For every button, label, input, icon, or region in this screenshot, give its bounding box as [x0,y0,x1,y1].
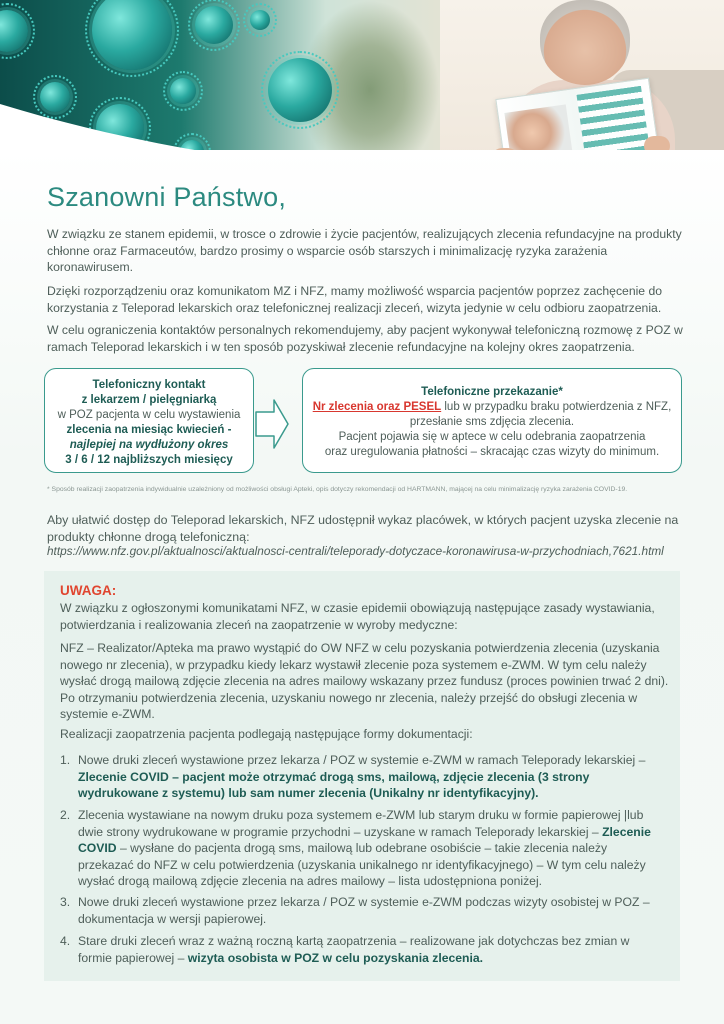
box-text: zlecenia na miesiąc kwiecień - [66,424,232,436]
arrow-right-icon [254,396,290,452]
intro-paragraph: W celu ograniczenia kontaktów personalnych rekomendujemy, aby pacjent wykonywał telefoniczną rozmowę z POZ w ramach Teleporad lekarskich i w ten sposób pozyskiwał zlecenie refundacyjne na kolejny okres zaopatrzenia. [47,323,683,354]
notice-paragraph: W związku z ogłoszonymi komunikatami NFZ, w czasie epidemii obowiązują następujące zasady wystawiania, potwierdzania i realizowania zleceń na zaopatrzenie w wyroby medyczne: [60,601,655,632]
box-text: przesłanie sms zdjęcia zlecenia. [409,416,575,428]
list-item: 3. Nowe druki zleceń wystawione przez lekarza / POZ w systemie e-ZWM podczas wizyty osobistej w POZ – dokumentacja w wersji papierowej. [60,895,650,926]
box-title: Telefoniczny kontakt [92,379,206,391]
notice-paragraph: NFZ – Realizator/Apteka ma prawo wystąpić do OW NFZ w celu pozyskania potwierdzenia zlecenia (uzyskania nowego nr zlecenia), w przypadku kiedy lekarz wystawił zlecenie poza systemem e-ZWM. W tym celu należy wysłać drogą mailową zdjęcie zlecenia na adres mailowy wskazany przez fundusz (proces powinien trwać 2 dni). Po otrzymaniu potwierdzenia zlecenia, uzyskaniu nowego nr zlecenia, należy przejść do obsługi zlecenia w systemie e-ZWM. [60,641,669,721]
phone-contact-box [44,368,254,473]
list-item: 4. Stare druki zleceń wraz z ważną roczną kartą zaopatrzenia – realizowane jak dotychczas bez zmian w formie papierowej – wizyta osobista w POZ w celu pozyskania zlecenia. [60,934,630,965]
list-item: 1. Nowe druki zleceń wystawione przez lekarza / POZ w systemie e-ZWM w ramach Teleporady lekarskiej – Zlecenie COVID – pacjent może otrzymać drogą sms, mailową, zdjęcie zlecenia (3 strony wydrukowane z systemu) lub sam numer zlecenia (Unikalny nr identyfikacyjny). [60,753,646,800]
box-title: z lekarzem / pielęgniarką [81,394,217,406]
footnote: * Sposób realizacji zaopatrzenia indywidualnie uzależniony od możliwości obsługi Apteki, opis dotyczy rekomendacji od HARTMANN, mającej na celu minimalizację ryzyka zarażenia COVID-19. [47,486,628,493]
greeting-heading: Szanowni Państwo, [47,182,287,212]
box-text: oraz uregulowania płatności – skracając czas wizyty do minimum. [324,446,660,458]
intro-paragraph: Dzięki rozporządzeniu oraz komunikatom MZ i NFZ, mamy możliwość wsparcia pacjentów poprzez zachęcenie do korzystania z Teleporad lekarskich oraz telefonicznej realizacji zleceń, wizyta jedynie w celu odbioru zaopatrzenia. [47,284,663,315]
phone-transfer-box [302,368,682,473]
nfz-paragraph: Aby ułatwić dostęp do Teleporad lekarskich, NFZ udostępnił wykaz placówek, w których pacjent uzyska zlecenie na produkty chłonne drogą telefoniczną: [47,513,679,544]
notice-panel [44,571,680,981]
notice-heading: UWAGA: [60,583,117,598]
box-title: Telefoniczne przekazanie* [421,386,563,398]
pesel-highlight: Nr zlecenia oraz PESEL [312,401,442,413]
notice-paragraph: Realizacji zaopatrzenia pacjenta podlegają następujące formy dokumentacji: [60,727,473,741]
nfz-link[interactable]: https://www.nfz.gov.pl/aktualnosci/aktualnosci-centrali/teleporady-dotyczace-koronawirusa-w-przychodniach,7621.html [47,544,664,558]
box-text: 3 / 6 / 12 najbliższych miesięcy [65,454,233,466]
box-text: w POZ pacjenta w celu wystawienia [57,409,241,421]
intro-paragraph: W związku ze stanem epidemii, w trosce o zdrowie i życie pacjentów, realizujących zlecenia refundacyjne na produkty chłonne oraz Farmaceutów, bardzo prosimy o wsparcie osób starszych i minimalizację ryzyka zarażenia koronawirusem. [47,227,682,274]
box-text: najlepiej na wydłużony okres [69,439,229,451]
box-text: Nr zlecenia oraz PESEL lub w przypadku braku potwierdzenia z NFZ, [312,401,672,413]
list-item: 2. Zlecenia wystawiane na nowym druku poza systemem e-ZWM lub starym druku w formie papierowej |lub dwie strony wydrukowane w programie przychodni – uzyskane w ramach Teleporady lekarskiej – Zlecenie COVID – wysłane do pacjenta drogą sms, mailową lub odebrane osobiście – takie zlecenia należy przekazać do NFZ w celu potwierdzenia (uzyskania unikalnego nr identyfikacyjnego) – W tym celu należy wysłać drogą mailową zdjęcie zlecenia na adres mailowy – lista udostępniona poniżej. [60,808,651,888]
box-text: Pacjent pojawia się w aptece w celu odebrania zaopatrzenia [338,431,646,443]
